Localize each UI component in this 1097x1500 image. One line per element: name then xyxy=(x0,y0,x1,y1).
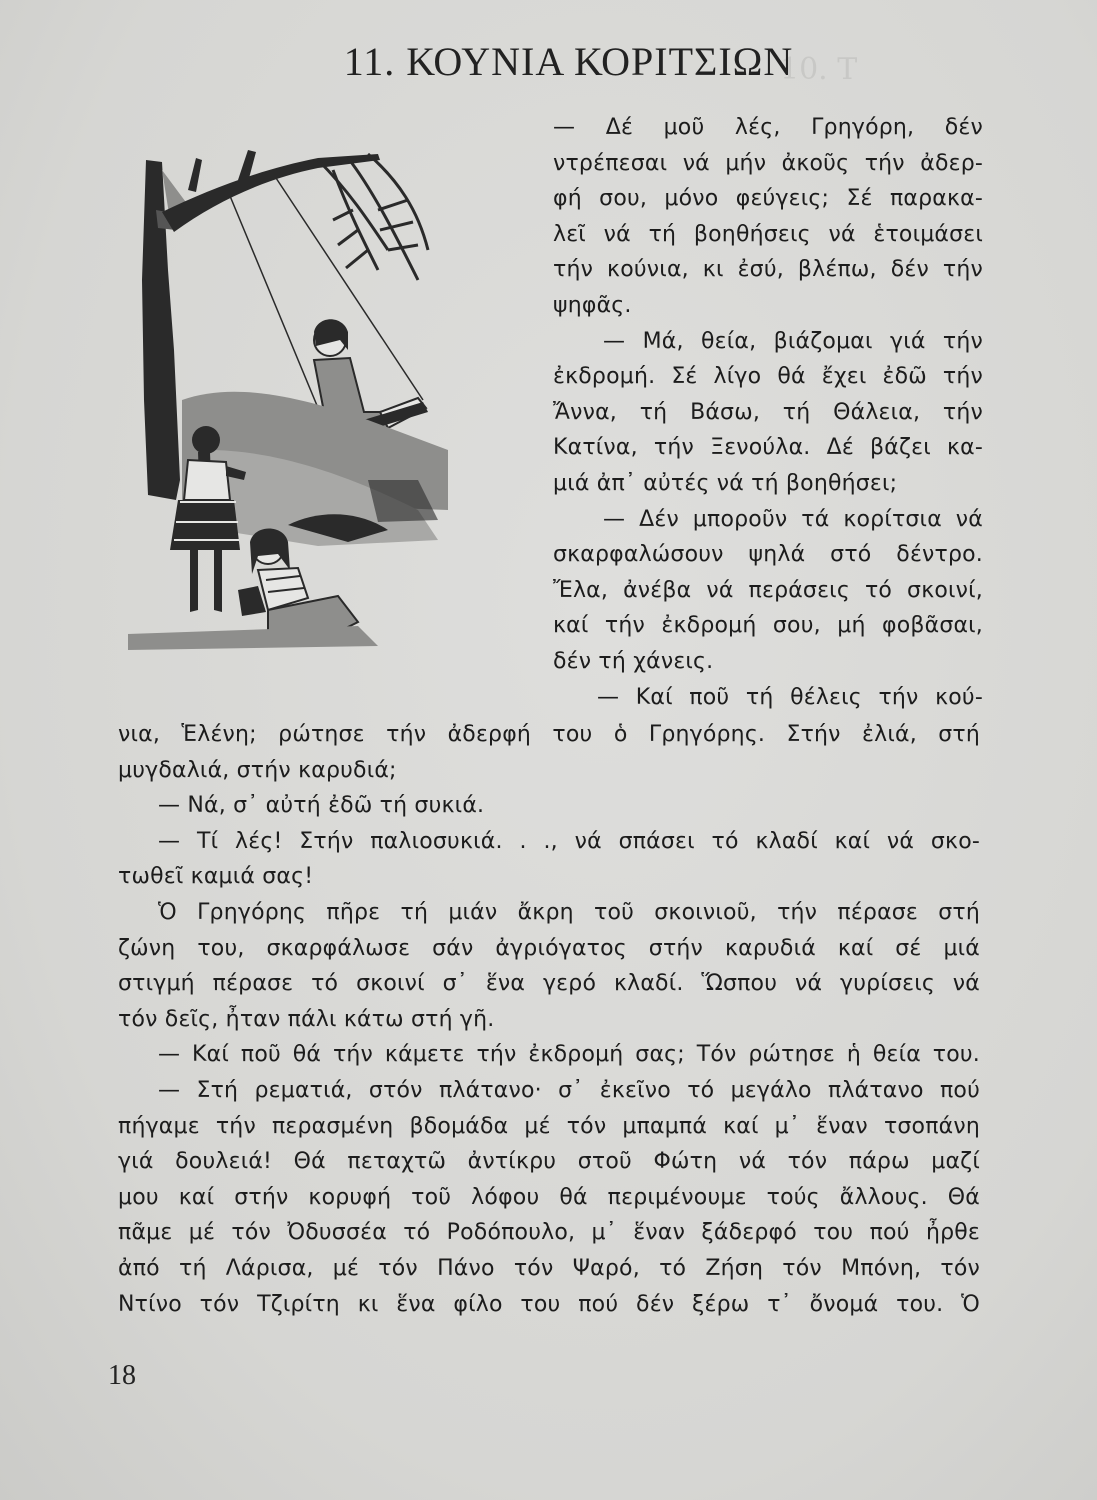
foliage xyxy=(318,154,428,280)
text-line: πήγαμε τήν περασμένη βδομάδα μέ τόν μπαμπά καί μ᾽ ἕναν τσοπάνη xyxy=(118,1113,980,1139)
column-line: — Καί ποῦ τή θέλεις τήν κού- xyxy=(597,684,983,710)
text-line: — Τί λές! Στήν παλιοσυκιά. . ., νά σπάσει τό κλαδί καί νά σκο- xyxy=(158,828,980,854)
text-line: — Νά, σ᾽ αὐτή ἐδῶ τή συκιά. xyxy=(158,793,485,819)
column-line: λεῖ νά τή βοηθήσεις νά ἑτοιμάσει xyxy=(553,221,983,247)
text-line: γιά δουλειά! Θά πεταχτῶ ἀντίκρυ στοῦ Φώτη νά τόν πάρω μαζί xyxy=(118,1149,980,1175)
swing-illustration xyxy=(118,150,458,660)
column-line: ψηφᾶς. xyxy=(553,292,632,318)
text-line: ζώνη του, σκαρφάλωσε σάν ἀγριόγατος στήν καρυδιά καί σέ μιά xyxy=(118,935,980,961)
column-line: φή σου, μόνο φεύγεις; Σέ παρακα- xyxy=(553,186,983,212)
intro-column xyxy=(553,110,983,715)
sitting-girl xyxy=(128,529,378,651)
text-line: πᾶμε μέ τόν Ὀδυσσέα τό Ροδόπουλο, μ᾽ ἕναν ξάδερφό του πού ἦρθε xyxy=(118,1220,980,1246)
text-line: μου καί στήν κορυφή τοῦ λόφου θά περιμένουμε τούς ἄλλους. Θά xyxy=(118,1184,980,1210)
column-line: μιά ἀπ᾽ αὐτές νά τή βοηθήσει; xyxy=(553,470,898,496)
chapter-title: 11. ΚΟΥΝΙΑ ΚΟΡΙΤΣΙΩΝ xyxy=(343,39,794,84)
column-line: Ἄννα, τή Βάσω, τή Θάλεια, τήν xyxy=(553,399,983,425)
main-text xyxy=(118,717,980,1322)
column-line: Ἔλα, ἀνέβα νά περάσεις τό σκοινί, xyxy=(553,577,983,603)
text-line: τόν δεῖς, ἦταν πάλι κάτω στή γῆ. xyxy=(118,1006,495,1032)
column-line: — Δέν μποροῦν τά κορίτσια νά xyxy=(603,506,983,532)
column-line: δέν τή χάνεις. xyxy=(553,648,714,674)
text-line: τωθεῖ καμιά σας! xyxy=(118,864,314,890)
column-line: — Δέ μοῦ λές, Γρηγόρη, δέν xyxy=(553,115,983,140)
page-number: 18 xyxy=(108,1360,136,1391)
text-line: στιγμή πέρασε τό σκοινί σ᾽ ἕνα γερό κλαδί. Ὥσπου νά γυρίσεις νά xyxy=(118,971,980,997)
text-line: — Καί ποῦ θά τήν κάμετε τήν ἐκδρομή σας; Τόν ρώτησε ἡ θεία του. xyxy=(158,1042,980,1068)
text-line: — Στή ρεματιά, στόν πλάτανο· σ᾽ ἐκεῖνο τό μεγάλο πλάτανο πού xyxy=(158,1077,980,1103)
text-line: μυγδαλιά, στήν καρυδιά; xyxy=(118,757,397,783)
column-line: καί τήν ἐκδρομή σου, μή φοβᾶσαι, xyxy=(553,613,983,639)
column-line: ντρέπεσαι νά μήν ἀκοῦς τήν ἀδερ- xyxy=(553,150,983,176)
text-line: Ὁ Γρηγόρης πῆρε τή μιάν ἄκρη τοῦ σκοινιοῦ, τήν πέρασε στή xyxy=(158,899,980,925)
column-line: σκαρφαλώσουν ψηλά στό δέντρο. xyxy=(553,542,983,568)
column-line: ἐκδρομή. Σέ λίγο θά ἔχει ἐδῶ τήν xyxy=(553,364,983,390)
column-line: Κατίνα, τήν Ξενούλα. Δέ βάζει κα- xyxy=(553,435,983,461)
text-line: ἀπό τή Λάρισα, μέ τόν Πάνο τόν Ψαρό, τό Ζήση τόν Μπόνη, τόν xyxy=(118,1255,980,1281)
column-line: τήν κούνια, κι ἐσύ, βλέπω, δέν τήν xyxy=(553,257,983,283)
text-line: νια, Ἑλένη; ρώτησε τήν ἀδερφή του ὁ Γρηγόρης. Στήν ἐλιά, στή xyxy=(118,722,980,747)
text-line: Ντίνο τόν Τζιρίτη κι ἕνα φίλο του πού δέν ξέρω τ᾽ ὄνομά του. Ὁ xyxy=(118,1291,980,1317)
show-through-text: 10. Τ xyxy=(780,52,858,87)
column-line: — Μά, θεία, βιάζομαι γιά τήν xyxy=(603,328,983,354)
